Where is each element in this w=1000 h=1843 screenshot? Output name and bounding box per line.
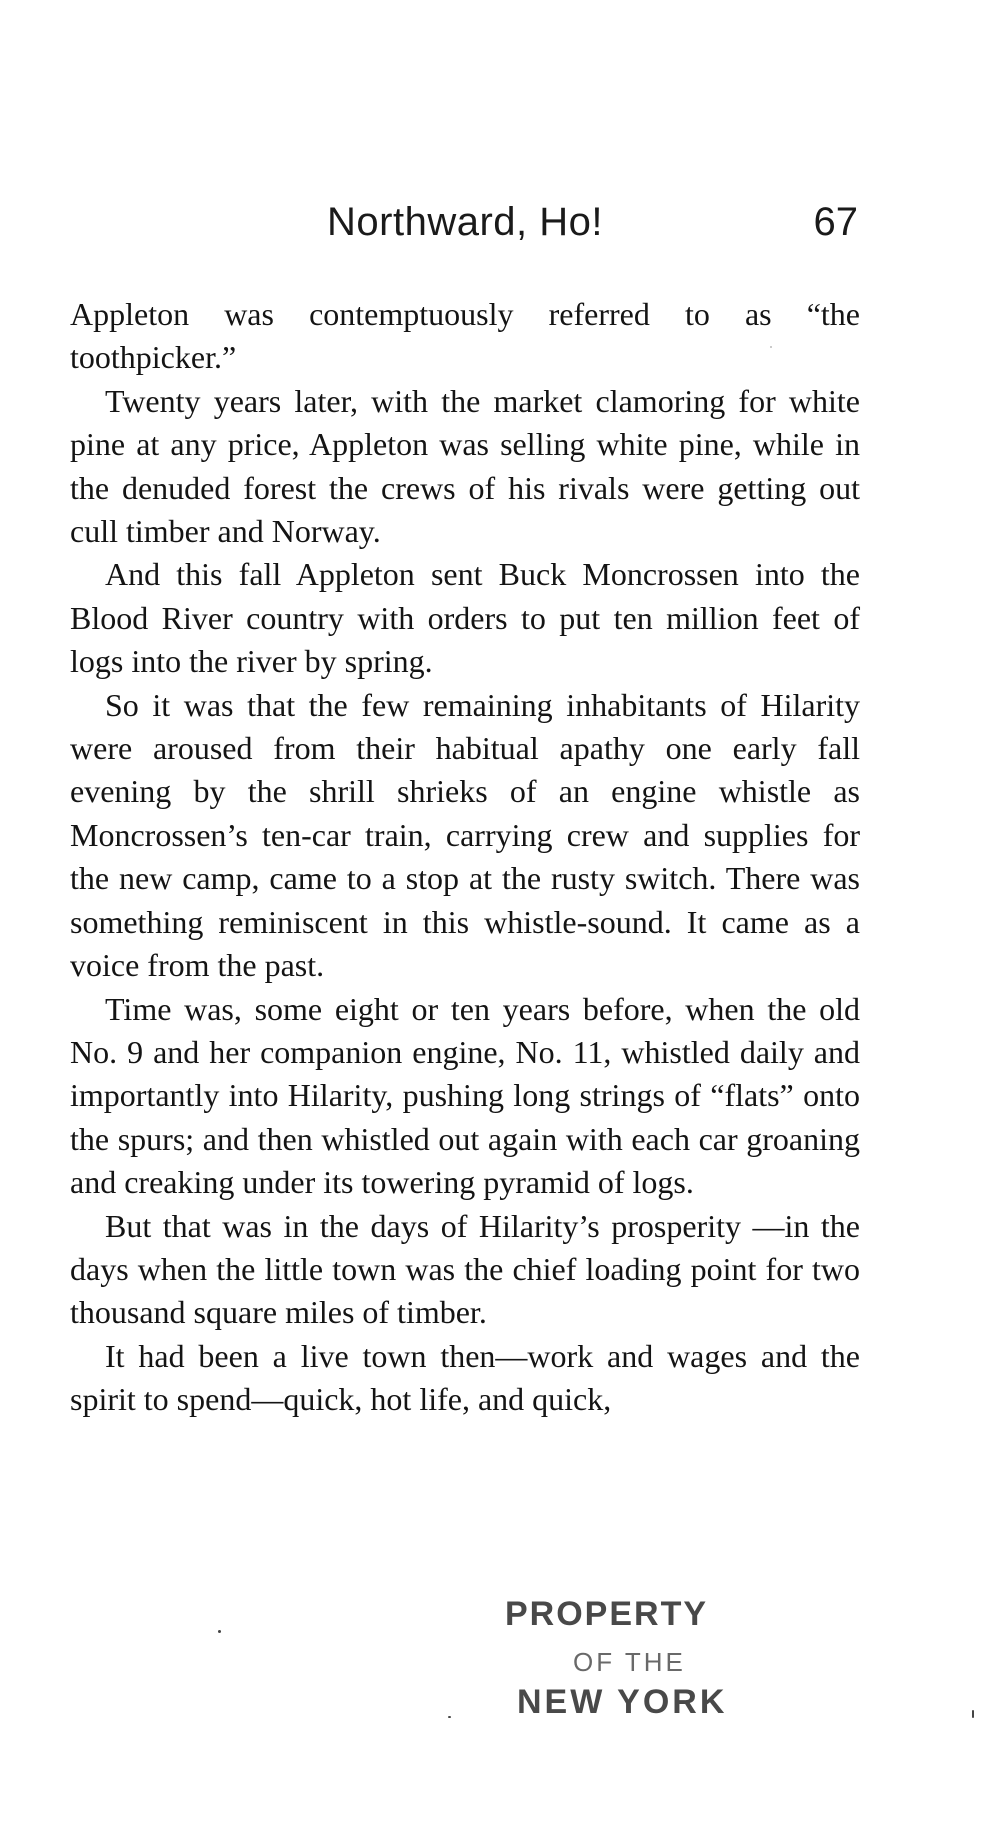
- scan-speck: [448, 1716, 451, 1718]
- running-header: [70, 200, 860, 260]
- running-title: Northward, Ho!: [327, 200, 603, 244]
- paragraph: Twenty years later, with the market clamoring for white pine at any price, Appleton was selling white pine, while in the denuded forest the crews of his rivals were getting out cull timber and Norway.: [70, 382, 860, 550]
- scan-speck: [218, 1630, 221, 1633]
- paragraph: But that was in the days of Hilarity’s prosperity —in the days when the little town was the chief loading point for two thousand square miles of timber.: [70, 1207, 860, 1331]
- library-stamp: [505, 1595, 735, 1735]
- paragraph: Time was, some eight or ten years before, when the old No. 9 and her companion engine, No. 11, whistled daily and importantly into Hilarity, pushing long strings of “flats” onto the spurs; and then whistled out again with each car groaning and creaking under its towering pyramid of logs.: [70, 990, 860, 1201]
- stamp-line-new-york: NEW YORK: [517, 1683, 728, 1721]
- paragraph: And this fall Appleton sent Buck Moncrossen into the Blood River country with orders to put ten million feet of logs into the river by spring.: [70, 556, 860, 680]
- stamp-line-property: PROPERTY: [505, 1595, 709, 1633]
- scan-speck: [972, 1710, 974, 1718]
- page-number: 67: [813, 200, 858, 244]
- paragraph: Appleton was contemptuously referred to as “the toothpicker.”: [70, 296, 860, 376]
- body-text: [70, 293, 860, 1422]
- paragraph: So it was that the few remaining inhabitants of Hilarity were aroused from their habitual apathy one early fall evening by the shrill shrieks of an engine whistle as Moncrossen’s ten-car train, carrying crew and supplies for the new camp, came to a stop at the rusty switch. There was something reminiscent in this whistle-sound. It came as a voice from the past.: [70, 686, 860, 984]
- scan-speck: [770, 346, 772, 348]
- paragraph: It had been a live town then—work and wages and the spirit to spend—quick, hot life, and quick,: [70, 1337, 860, 1418]
- stamp-line-of-the: OF THE: [573, 1647, 686, 1677]
